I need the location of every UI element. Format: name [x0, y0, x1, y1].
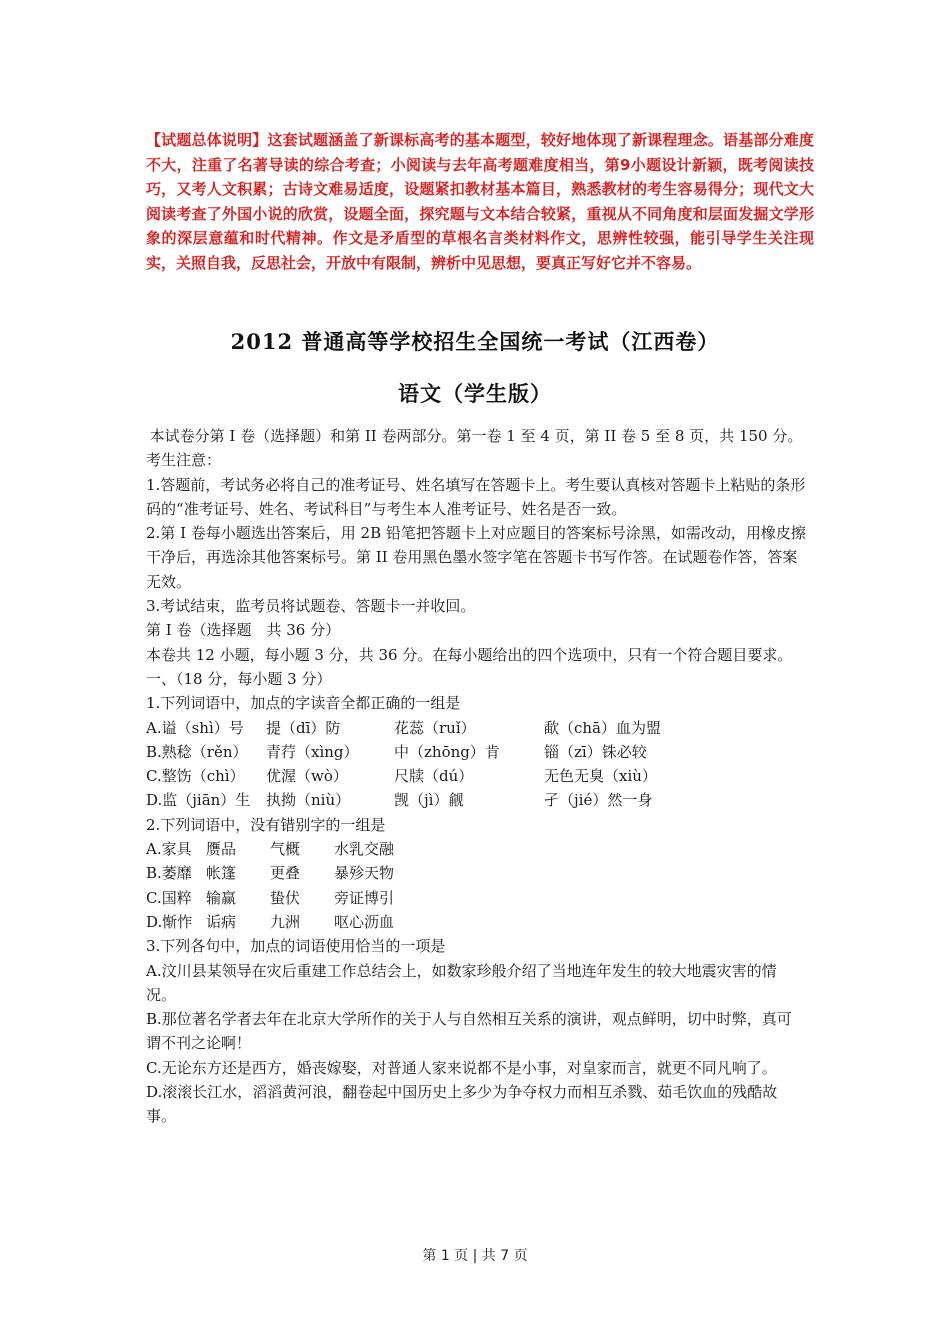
question-1-option-a	[146, 716, 806, 740]
option-term: 中（zhōng）肯	[394, 742, 500, 761]
question-2-option-b	[146, 861, 806, 885]
option-term: 花蕊（ruǐ）	[394, 718, 476, 737]
question-1-option-c	[146, 764, 806, 788]
question-3-option-c: C.无论东方还是西方，婚丧嫁娶，对普通人家来说都不是小事，对皇家而言，就更不同凡响了。	[146, 1058, 777, 1077]
exam-body	[146, 424, 806, 1129]
question-3-option-a: A.汶川县某领导在灾后重建工作总结会上，如数家珍般介绍了当地连年发生的较大地震灾害的情况。	[146, 961, 777, 1004]
exam-title: 2012 普通高等学校招生全国统一考试（江西卷）	[230, 329, 720, 354]
option-term: D.监（jiān）生	[146, 791, 251, 810]
notice-item: 1.答题前，考试务必将自己的准考证号、姓名填写在答题卡上。考生要认真核对答题卡上粘贴的条形码的“准考证号、姓名、考试科目”与考生本人准考证号、姓名是否一致。	[146, 475, 806, 518]
question-3-option-d: D.滚滚长江水，滔滔黄河浪，翻卷起中国历史上多少为争夺权力而相互杀戮、茹毛饮血的残酷故事。	[146, 1083, 778, 1126]
question-3-stem: 3.下列各句中，加点的词语使用恰当的一项是	[146, 937, 446, 956]
option-term: C.整饬（chì）	[146, 767, 245, 786]
question-2-stem: 2.下列词语中，没有错别字的一组是	[146, 815, 386, 834]
page-footer: 第 1 页 | 共 7 页	[422, 1248, 528, 1264]
option-term: 尺牍（dú）	[394, 767, 474, 786]
option-term: 旁证博引	[334, 888, 395, 907]
option-term: 暴殄天物	[334, 864, 395, 883]
option-term: 赝品	[206, 840, 237, 859]
option-term: A.谥（shì）号	[146, 718, 244, 737]
option-term: 九洲	[270, 912, 301, 931]
question-1-option-d	[146, 788, 806, 812]
question-1-option-b	[146, 740, 806, 764]
option-term: B.熟稔（rěn）	[146, 742, 248, 761]
exam-subtitle: 语文（学生版）	[398, 381, 552, 406]
option-term: 执拗（niù）	[266, 791, 351, 810]
option-term: A.家具	[146, 840, 192, 859]
option-term: 青荇（xìng）	[266, 742, 359, 761]
option-term: C.国粹	[146, 888, 192, 907]
option-term: 更叠	[270, 864, 301, 883]
option-term: 歃（chā）血为盟	[544, 718, 662, 737]
notice-item: 3.考试结束，监考员将试题卷、答题卡一并收回。	[146, 597, 476, 616]
exam-overview-note: 【试题总体说明】这套试题涵盖了新课标高考的基本题型，较好地体现了新课程理念。语基部分难度不大，注重了名著导读的综合考查；小阅读与去年高考题难度相当，第9小题设计新颖，既考阅读技巧，又考人文积累；古诗文难易适度，设题紧扣教材基本篇目，熟悉教材的考生容易得分；现代文大阅读考查了外国小说的欣赏，设题全面，探究题与文本结合较紧，重视从不同角度和层面发掘文学形象的深层意蕴和时代精神。作文是矛盾型的草根名言类材料作文，思辨性较强，能引导学生关注现实，关照自我，反思社会，开放中有限制，辨析中见思想，要真正写好它并不容易。	[146, 131, 814, 272]
option-term: 孑（jié）然一身	[544, 791, 653, 810]
section1-heading: 一、（18 分，每小题 3 分）	[146, 669, 332, 688]
part1-description: 本卷共 12 小题，每小题 3 分，共 36 分。在每小题给出的四个选项中，只有一个符合题目要求。	[146, 645, 793, 664]
question-2-option-d	[146, 910, 806, 934]
option-term: 帐篷	[206, 864, 237, 883]
part1-title: 第 I 卷（选择题 共 36 分）	[146, 621, 341, 640]
question-3-option-b: B.那位著名学者去年在北京大学所作的关于人与自然相互关系的演讲，观点鲜明，切中时弊，真可谓不刊之论啊！	[146, 1010, 792, 1053]
option-term: 无色无臭（xiù）	[544, 767, 657, 786]
option-term: B.萎靡	[146, 864, 192, 883]
option-term: 蛰伏	[270, 888, 301, 907]
option-term: D.惭怍	[146, 912, 193, 931]
option-term: 气概	[270, 840, 301, 859]
option-term: 提（dī）防	[266, 718, 341, 737]
option-term: 觊（jì）觎	[394, 791, 464, 810]
option-term: 呕心沥血	[334, 912, 395, 931]
question-2-option-a	[146, 837, 806, 861]
option-term: 诟病	[206, 912, 237, 931]
option-term: 锱（zī）铢必较	[544, 742, 647, 761]
notice-heading: 考生注意：	[146, 451, 222, 470]
notice-item: 2.第 I 卷每小题选出答案后，用 2B 铅笔把答题卡上对应题目的答案标号涂黑，如需改动，用橡皮擦干净后，再选涂其他答案标号。第 II 卷用黑色墨水签字笔在答题卡书写作答。在试题卷作答，答案无效。	[146, 524, 806, 591]
option-term: 水乳交融	[334, 840, 395, 859]
paper-description: 本试卷分第 I 卷（选择题）和第 II 卷两部分。第一卷 1 至 4 页，第 II 卷 5 至 8 页，共 150 分。	[149, 427, 803, 445]
option-term: 优渥（wò）	[266, 767, 348, 786]
question-1-stem: 1.下列词语中，加点的字读音全都正确的一组是	[146, 694, 461, 713]
question-2-option-c	[146, 886, 806, 910]
option-term: 输赢	[206, 888, 237, 907]
